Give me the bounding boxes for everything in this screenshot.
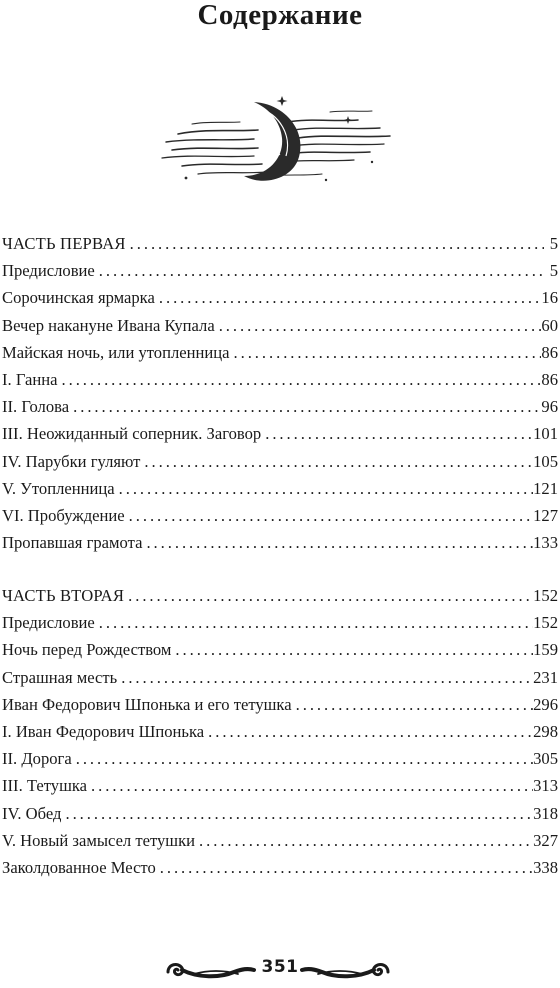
dot-leader <box>95 609 533 636</box>
toc-entry-page: 133 <box>533 533 558 553</box>
toc-entry-label: Пропавшая грамота <box>2 533 143 553</box>
toc-entry-label: V. Новый замысел тетушки <box>2 830 196 850</box>
dot-leader <box>115 475 533 502</box>
toc-entry-label: ЧАСТЬ ПЕРВАЯ <box>2 234 126 253</box>
toc-entry-label: I. Ганна <box>2 369 58 389</box>
dot-leader <box>215 312 542 339</box>
toc-entry-label: Вечер накануне Ивана Купала <box>2 315 215 335</box>
toc-entry[interactable] <box>2 854 558 881</box>
crescent-moon-clouds-icon <box>158 92 394 188</box>
dot-leader <box>58 366 542 393</box>
toc-entry[interactable] <box>2 339 558 366</box>
toc-entry-page: 318 <box>533 803 558 823</box>
toc-entry-page: 338 <box>533 857 558 877</box>
toc-entry-page: 296 <box>533 694 558 714</box>
toc-entry[interactable] <box>2 420 558 447</box>
dot-leader <box>142 529 533 556</box>
toc-entry-page: 16 <box>541 288 558 308</box>
toc-entry-label: Майская ночь, или утопленница <box>2 342 230 362</box>
dot-leader <box>155 284 542 311</box>
dot-leader <box>117 664 533 691</box>
toc-entry[interactable] <box>2 664 558 691</box>
toc-entry-page: 86 <box>541 369 558 389</box>
toc-entry[interactable] <box>2 502 558 529</box>
dot-leader <box>126 230 544 257</box>
toc-entry-label: IV. Парубки гуляют <box>2 451 141 471</box>
toc-entry[interactable] <box>2 257 558 284</box>
page-title: Содержание <box>197 0 363 31</box>
toc-entry[interactable] <box>2 772 558 799</box>
toc-entry[interactable] <box>2 529 558 556</box>
toc-entry-page: 96 <box>541 397 558 417</box>
dot-leader <box>204 718 533 745</box>
toc-entry-label: VI. Пробуждение <box>2 505 125 525</box>
toc-entry-label: ЧАСТЬ ВТОРАЯ <box>2 586 125 605</box>
toc-entry-page: 298 <box>533 721 558 741</box>
toc-entry[interactable] <box>2 745 558 772</box>
toc-entry[interactable] <box>2 609 558 636</box>
page-number: 351 <box>261 957 299 977</box>
toc-entry-page: 5 <box>549 261 558 281</box>
toc-entry-label: Предисловие <box>2 261 95 281</box>
toc-entry-page: 152 <box>533 586 558 605</box>
dot-leader <box>292 691 533 718</box>
toc-entry[interactable] <box>2 475 558 502</box>
dot-leader <box>72 745 533 772</box>
toc-entry-page: 121 <box>533 478 558 498</box>
toc-entry-page: 231 <box>533 667 558 687</box>
dot-leader <box>61 800 533 827</box>
toc-entry-page: 127 <box>533 505 558 525</box>
toc-entry-page: 5 <box>549 234 558 253</box>
toc-entry-page: 327 <box>533 830 558 850</box>
toc-entry-label: V. Утопленница <box>2 478 115 498</box>
toc-part-heading[interactable] <box>2 230 558 257</box>
toc-entry-label: II. Дорога <box>2 749 72 769</box>
toc-entry[interactable] <box>2 718 558 745</box>
dot-leader <box>261 420 533 447</box>
swirl-ornament-icon <box>300 960 392 982</box>
toc-entry[interactable] <box>2 691 558 718</box>
toc-entry[interactable] <box>2 366 558 393</box>
toc-entry-label: Иван Федорович Шпонька и его тетушка <box>2 694 292 714</box>
dot-leader <box>95 257 544 284</box>
dot-leader <box>124 582 533 609</box>
toc-entry-page: 105 <box>533 451 558 471</box>
toc-entry-page: 101 <box>533 424 558 444</box>
dot-leader <box>156 854 533 881</box>
toc-entry-label: Предисловие <box>2 613 95 633</box>
toc-entry-page: 152 <box>533 613 558 633</box>
dot-leader <box>87 772 533 799</box>
dot-leader <box>69 393 541 420</box>
toc-entry-label: IV. Обед <box>2 803 62 823</box>
toc-entry[interactable] <box>2 636 558 663</box>
toc-entry[interactable] <box>2 827 558 854</box>
toc-entry[interactable] <box>2 393 558 420</box>
toc-entry-label: Ночь перед Рождеством <box>2 640 172 660</box>
toc-entry[interactable] <box>2 448 558 475</box>
toc-entry[interactable] <box>2 312 558 339</box>
dot-leader <box>125 502 533 529</box>
toc-entry-label: II. Голова <box>2 397 70 417</box>
toc-entry-label: Страшная месть <box>2 667 118 687</box>
toc-entry-label: I. Иван Федорович Шпонька <box>2 721 205 741</box>
toc-entry-label: III. Тетушка <box>2 776 88 796</box>
toc-entry-page: 159 <box>533 640 558 660</box>
dot-leader <box>171 636 533 663</box>
toc-entry[interactable] <box>2 800 558 827</box>
dot-leader <box>140 448 533 475</box>
toc-part-two <box>2 582 558 881</box>
toc-part-one <box>2 230 558 556</box>
page-footer <box>0 956 560 988</box>
toc-entry-label: Заколдованное Место <box>2 857 156 877</box>
toc-part-heading[interactable] <box>2 582 558 609</box>
toc-entry-label: Сорочинская ярмарка <box>2 288 155 308</box>
dot-leader <box>230 339 542 366</box>
toc-entry-page: 305 <box>533 749 558 769</box>
toc-entry-page: 60 <box>541 315 558 335</box>
toc-entry-label: III. Неожиданный соперник. Заговор <box>2 424 262 444</box>
toc-entry[interactable] <box>2 284 558 311</box>
dot-leader <box>195 827 533 854</box>
toc-entry-page: 313 <box>533 776 558 796</box>
toc-entry-page: 86 <box>541 342 558 362</box>
